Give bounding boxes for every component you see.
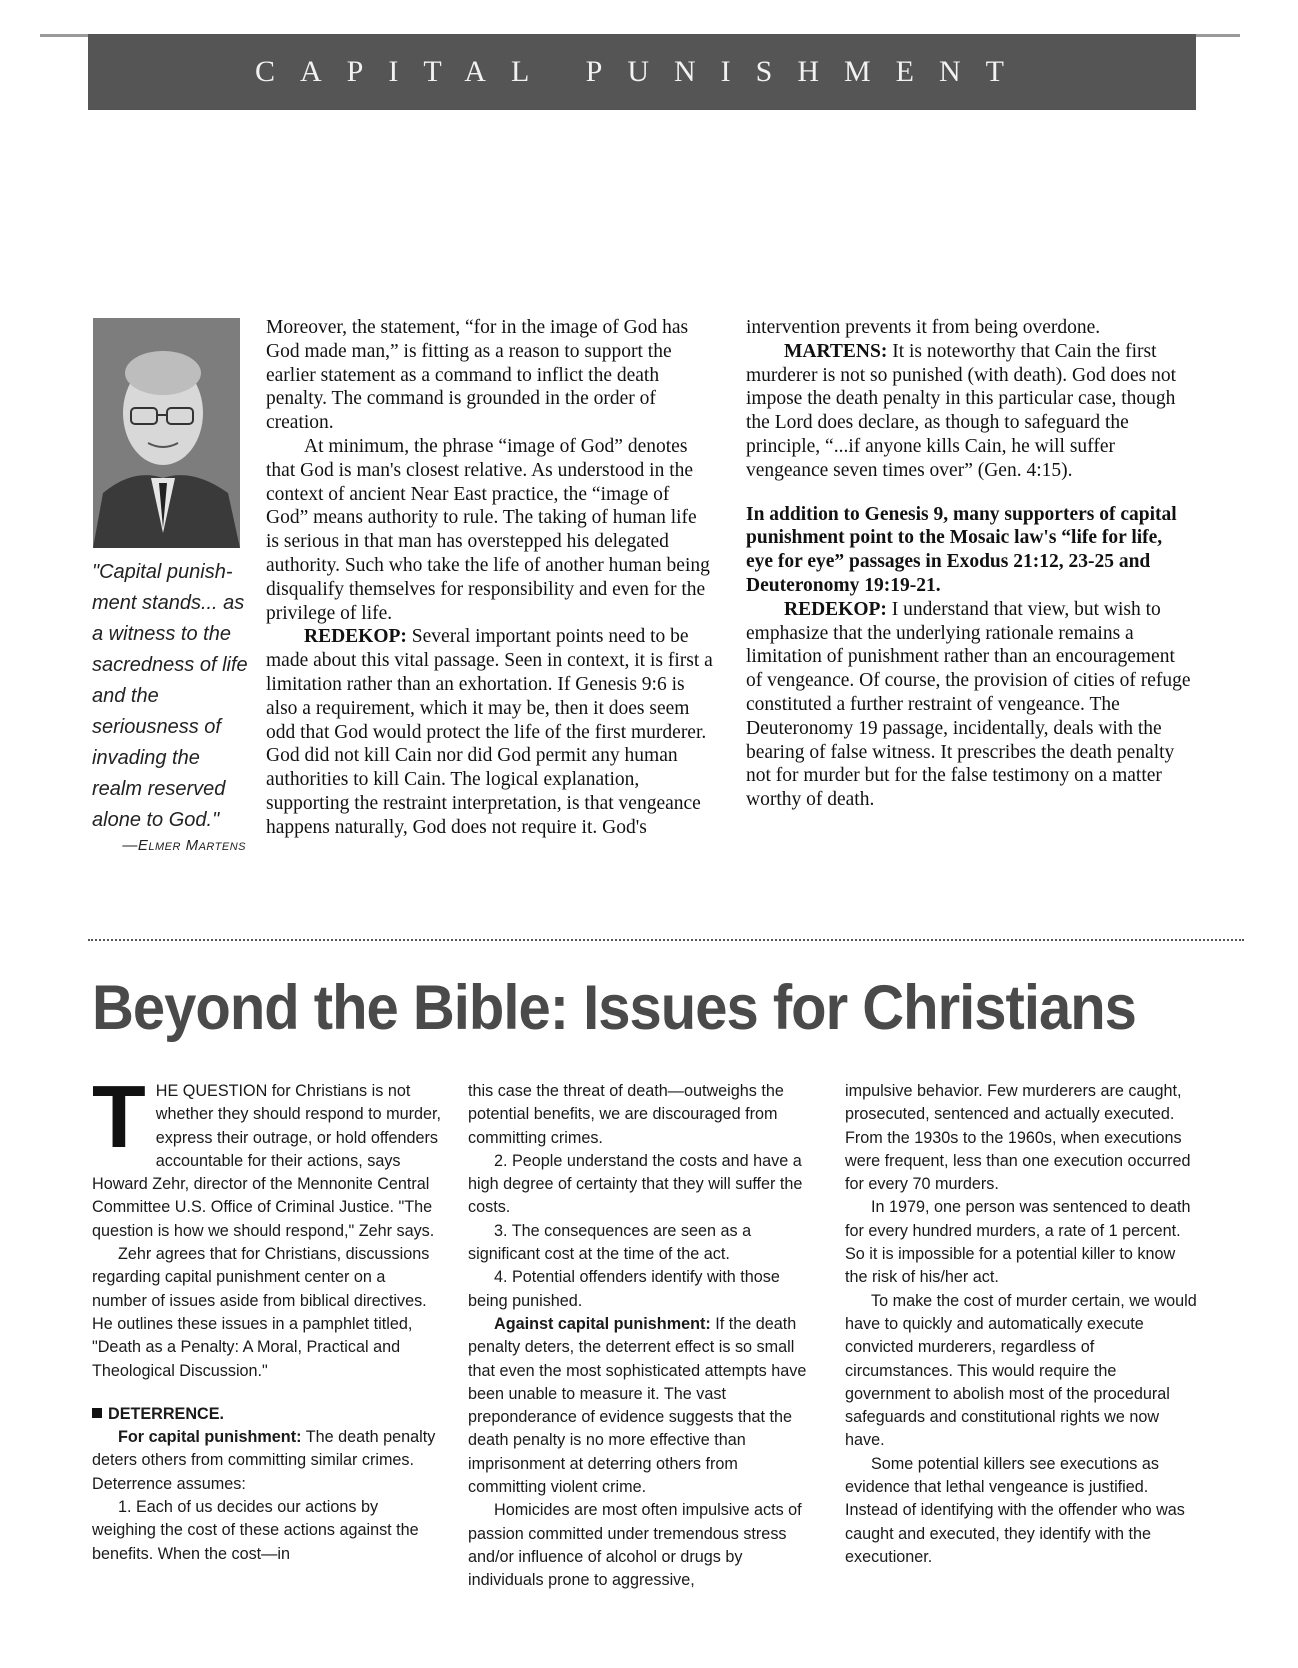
intro-text: for Christians is not whether they should respond to murder, express their outrage, or hold offenders accountable for their actions, says Howard Zehr, director of the Mennonite Central Committee U.S. Office of Criminal Justice. "The question is how we should respond," Zehr says. xyxy=(92,1082,442,1240)
paragraph: 3. The consequences are seen as a significant cost at the time of the act. xyxy=(468,1221,752,1264)
paragraph: 1. Each of us decides our actions by weighing the cost of these actions against the benefits. When the cost—in xyxy=(92,1498,419,1563)
paragraph xyxy=(266,625,714,839)
paragraph: In 1979, one person was sentenced to death for every hundred murders, a rate of 1 percent. So it is impossible for a potential killer to know the risk of his/her act. xyxy=(845,1198,1191,1287)
paragraph: this case the threat of death—outweighs the potential benefits, we are discouraged from committing crimes. xyxy=(468,1082,784,1147)
speaker-text: I understand that view, but wish to emphasize that the underlying rationale remains a limitation of punishment rather than an encouragement of vengeance. Of course, the provision of cities of refuge constituted a further restraint of vengeance. The Deuteronomy 19 passage, incidentally, deals with the bearing of false witness. It prescribes the death penalty not for murder but for the false testimony on a matter worthy of death. xyxy=(746,598,1191,811)
paragraph xyxy=(92,1067,444,1243)
interview-question: In addition to Genesis 9, many supporters of capital punishment point to the Mosaic law's “life for life, eye for eye” passages in Exodus 21:12, 23-25 and Deuteronomy 19:19-21. xyxy=(746,503,1177,596)
section-banner xyxy=(88,34,1196,110)
paragraph xyxy=(746,340,1194,483)
argument-text: The death penalty deters others from committing similar crimes. Deterrence assumes: xyxy=(92,1428,436,1493)
paragraph: At minimum, the phrase “image of God” denotes that God is man's closest relative. As understood in the context of ancient Near East practice, the “image of God” means authority to rule. The taking of human life is serious in that man has overstepped his delegated authority. Such who take the life of another human being disqualify themselves for responsibility and even for the privilege of life. xyxy=(266,435,710,624)
paragraph: Moreover, the statement, “for in the image of God has God made man,” is fitting as a reason to support the earlier statement as a command to inflict the death penalty. The command is grounded in the order of creation. xyxy=(266,317,689,434)
paragraph: impulsive behavior. Few murderers are caught, prosecuted, sentenced and actually executed. From the 1930s to the 1960s, when executions were frequent, less than one execution occurred for every 70 murders. xyxy=(845,1082,1191,1194)
article-column-1 xyxy=(92,1067,444,1566)
paragraph xyxy=(468,1313,820,1499)
speaker-label: REDEKOP: xyxy=(304,626,407,648)
paragraph xyxy=(746,598,1194,812)
speaker-label: MARTENS: xyxy=(784,340,888,362)
section-heading-text: DETERRENCE. xyxy=(108,1404,225,1423)
argument-label: Against capital punishment: xyxy=(494,1314,711,1333)
speaker-text: Several important points need to be made about this vital passage. Seen in context, it is first a limitation rather than an exhortation. If Genesis 9:6 is also a requirement, which it may be, then it does seem odd that God would protect the life of the first murderer. God did not kill Cain nor did God permit any human authorities to kill Cain. The logical explanation, supporting the restraint interpretation, is that vengeance happens naturally, God does not require it. God's xyxy=(266,626,713,838)
portrait-icon xyxy=(93,318,240,548)
paragraph xyxy=(92,1426,444,1496)
paragraph: Zehr agrees that for Christians, discussions regarding capital punishment center on a number of issues aside from biblical directives. He outlines these issues in a pamphlet titled, "Death as a Penalty: A Moral, Practical and Theological Discussion." xyxy=(92,1245,430,1380)
portrait-photo xyxy=(93,318,240,548)
paragraph: Some potential killers see executions as evidence that lethal vengeance is justified. Instead of identifying with the offender who was caught and executed, they identify with the executioner. xyxy=(845,1454,1185,1566)
paragraph: intervention prevents it from being overdone. xyxy=(746,317,1101,338)
section-heading xyxy=(92,1403,444,1426)
interview-column-2 xyxy=(746,316,1194,812)
pull-quote: "Capital punish- ment stands... as a witness to the sacredness of life and the seriousness of invading the realm reserved alone to God." xyxy=(92,561,248,831)
speaker-label: REDEKOP: xyxy=(784,598,887,620)
argument-label: For capital punishment: xyxy=(118,1428,302,1447)
argument-text: If the death penalty deters, the deterrent effect is so small that even the most sophisticated attempts have been unable to measure it. The vast preponderance of evidence suggests that the death penalty is no more effective than imprisonment at deterring others from committing violent crime. xyxy=(468,1314,807,1497)
paragraph: 2. People understand the costs and have a high degree of certainty that they will suffer the costs. xyxy=(468,1151,803,1217)
drop-cap: T xyxy=(92,1067,146,1166)
dotted-divider xyxy=(88,939,1244,941)
article-column-2 xyxy=(468,1080,820,1593)
speaker-text: It is noteworthy that Cain the first murderer is not so punished (with death). God does not impose the death penalty in this particular case, though the Lord does declare, as though to safeguard the principle, “...if anyone kills Cain, he will suffer vengeance seven times over” (Gen. 4:15). xyxy=(746,340,1177,481)
paragraph: 4. Potential offenders identify with those being punished. xyxy=(468,1268,780,1310)
banner-title: CAPITAL PUNISHMENT xyxy=(255,55,1029,88)
paragraph: To make the cost of murder certain, we would have to quickly and automatically execute convicted murderers, regardless of circumstances. This would require the government to abolish most of the procedural safeguards and constitutional rights we now have. xyxy=(845,1291,1197,1450)
lead-in-caps: HE QUESTION xyxy=(155,1082,268,1100)
article-headline: Beyond the Bible: Issues for Christians xyxy=(92,973,1136,1044)
paragraph: Homicides are most often impulsive acts of passion committed under tremendous stress and/or influence of alcohol or drugs by individuals prone to aggressive, xyxy=(468,1501,802,1590)
square-bullet-icon xyxy=(92,1408,102,1418)
interview-column-1 xyxy=(266,316,714,840)
pull-quote-attribution: —Elmer Martens xyxy=(122,837,246,854)
article-column-3 xyxy=(845,1080,1197,1569)
